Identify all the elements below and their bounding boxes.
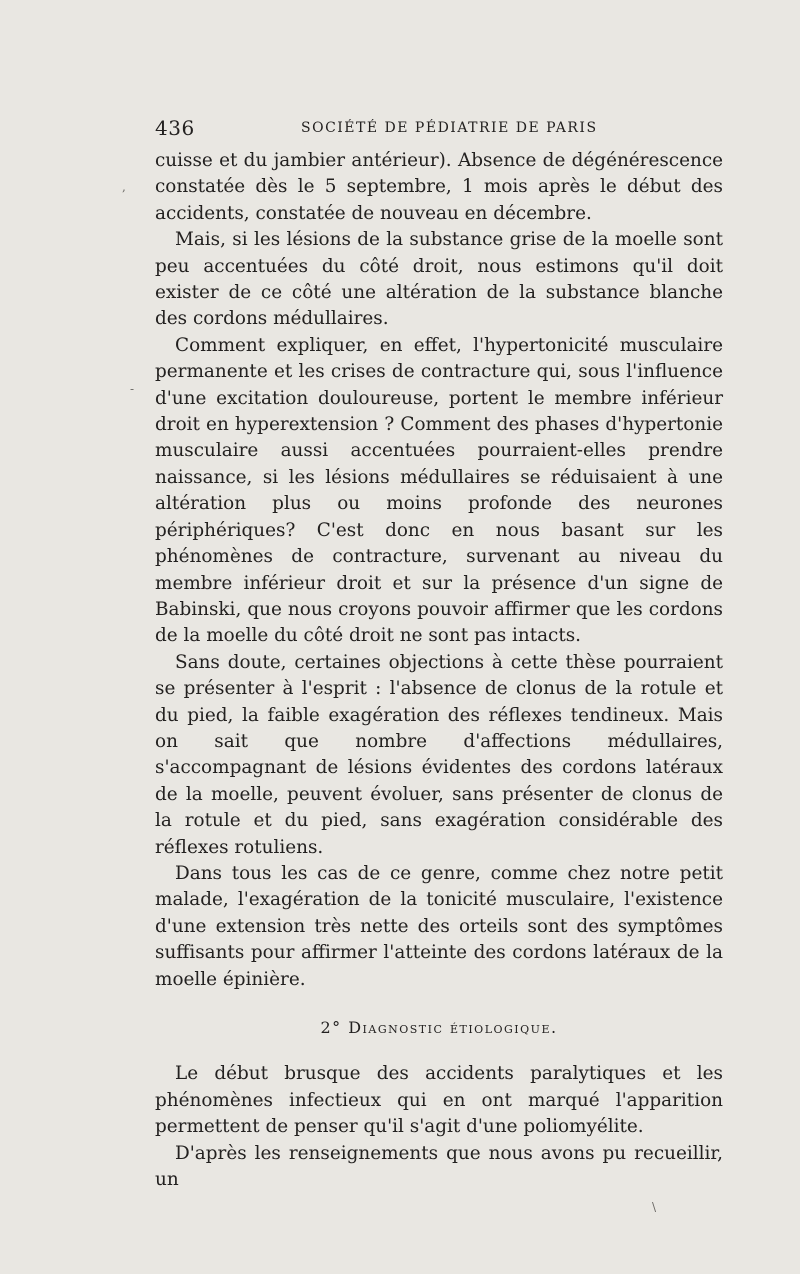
page-number: 436 [155,116,195,140]
paragraph: D'après les renseignements que nous avons pu recueillir, un [155,1142,723,1191]
paragraph-continuation: cuisse et du jambier antérieur). Absence de dégénérescence constatée dès le 5 septembre, 1 mois après le début des accidents, constatée de nouveau en décembre. [155,150,723,224]
paragraph: Sans doute, certaines objections à cette thèse pourraient se présenter à l'esprit : l'absence de clonus de la rotule et du pied, la faible exagération des réflexes tendineux. Mais on sait que nombre d'affections médullaires, s'accompagnant de lésions évidentes des cordons latéraux de la moelle, peuvent évoluer, sans présenter de clonus de la rotule et du pied, sans exagération considérable des réflexes rotuliens. [155,651,723,858]
margin-speck: , [122,180,126,194]
paragraph: Comment expliquer, en effet, l'hypertonicité musculaire permanente et les crises de contracture qui, sous l'influence d'une excitation douloureuse, portent le membre inférieur droit en hyperextension ? Comment des phases d'hypertonie musculaire aussi accentuées pourraient-elles prendre naissance, si les lésions médullaires se réduisaient à une altération plus ou moins profonde des neurones périphériques? C'est donc en nous basant sur les phénomènes de contracture, survenant au niveau du membre inférieur droit et sur la présence d'un signe de Babinski, que nous croyons pouvoir affirmer que les cordons de la moelle du côté droit ne sont pas intacts. [155,334,723,647]
section-heading: 2° Diagnostic étiologique. [320,1018,558,1037]
margin-speck: - [130,382,135,396]
margin-speck: \ [652,1200,657,1214]
paragraph: Le début brusque des accidents paralytiques et les phénomènes infectieux qui en ont marqué l'apparition permettent de penser qu'il s'agit d'une poliomyélite. [155,1063,723,1138]
paragraph: Mais, si les lésions de la substance grise de la moelle sont peu accentuées du côté droit, nous estimons qu'il doit exister de ce côté une altération de la substance blanche des cordons médullaires. [155,229,723,330]
body-text [155,148,723,1193]
running-head: SOCIÉTÉ DE PÉDIATRIE DE PARIS [301,120,598,136]
paragraph: Dans tous les cas de ce genre, comme chez notre petit malade, l'exagération de la tonicité musculaire, l'existence d'une extension très nette des orteils sont des symptômes suffisants pour affirmer l'atteinte des cordons latéraux de la moelle épinière. [155,862,723,990]
page-header [155,116,725,146]
